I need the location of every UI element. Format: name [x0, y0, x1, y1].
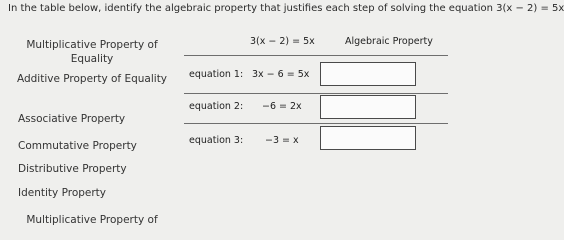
option-additive-property-of-equality[interactable]: Additive Property of Equality [16, 73, 168, 85]
option-multiplicative-property-of-partial[interactable]: Multiplicative Property of [26, 214, 158, 226]
answer-dropzone-equation-2[interactable] [320, 95, 416, 119]
answer-dropzone-equation-3[interactable] [320, 126, 416, 150]
answer-dropzone-equation-1[interactable] [320, 62, 416, 86]
row-divider-1 [184, 93, 448, 94]
option-associative-property[interactable]: Associative Property [18, 113, 126, 125]
option-commutative-property[interactable]: Commutative Property [18, 140, 137, 152]
row-equation-3: −3 = x [265, 135, 299, 146]
row-divider-2 [184, 123, 448, 124]
row-equation-2: −6 = 2x [262, 101, 302, 112]
option-multiplicative-property-of-equality[interactable]: Multiplicative Property of Equality [26, 39, 158, 65]
row-label-equation-2: equation 2: [189, 101, 244, 112]
row-label-equation-1: equation 1: [189, 69, 244, 80]
row-equation-1: 3x − 6 = 5x [252, 69, 310, 80]
option-distributive-property[interactable]: Distributive Property [18, 163, 127, 175]
table-header-equation: 3(x − 2) = 5x [250, 36, 315, 47]
table-header-divider [184, 55, 448, 56]
option-identity-property[interactable]: Identity Property [18, 187, 107, 199]
row-label-equation-3: equation 3: [189, 135, 244, 146]
instruction-text: In the table below, identify the algebraic property that justifies each step of solving the equation 3(x − 2) = 5x [8, 3, 564, 14]
table-header-algebraic-property: Algebraic Property [345, 36, 433, 47]
